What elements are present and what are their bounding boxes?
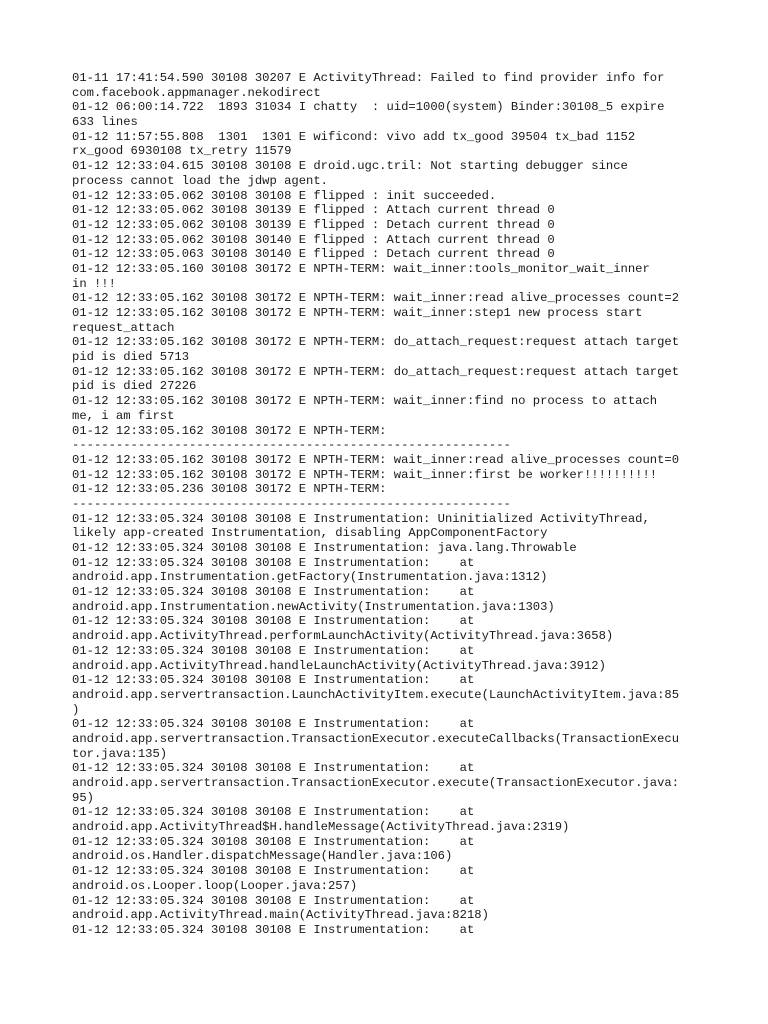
log-line: 633 lines (72, 115, 138, 130)
log-line: 95) (72, 790, 94, 805)
log-line: android.app.Instrumentation.getFactory(Instrumentation.java:1312) (72, 570, 548, 585)
log-line: 01-12 12:33:05.162 30108 30172 E NPTH-TERM: wait_inner:find no process to attach (72, 394, 658, 409)
log-line: 01-11 17:41:54.590 30108 30207 E ActivityThread: Failed to find provider info for (72, 71, 665, 85)
log-line: 01-12 12:33:05.324 30108 30108 E Instrumentation: at (72, 864, 475, 879)
log-line: ) (72, 702, 80, 717)
log-line: me, i am first (72, 408, 175, 423)
log-line: ------------------------------------------------------------ (72, 496, 511, 511)
log-line: android.os.Handler.dispatchMessage(Handler.java:106) (72, 849, 453, 864)
log-line: 01-12 12:33:05.062 30108 30139 E flipped : Attach current thread 0 (72, 203, 555, 218)
log-line: 01-12 06:00:14.722 1893 31034 I chatty : uid=1000(system) Binder:30108_5 expire (72, 100, 665, 115)
log-line: 01-12 12:33:05.162 30108 30172 E NPTH-TERM: do_attach_request:request attach target (72, 364, 680, 379)
log-line: android.app.servertransaction.TransactionExecutor.executeCallbacks(TransactionExecu (72, 731, 680, 746)
log-line: 01-12 12:33:05.324 30108 30108 E Instrumentation: at (72, 614, 475, 629)
log-line: android.app.servertransaction.TransactionExecutor.execute(TransactionExecutor.java: (72, 776, 680, 790)
log-line: android.app.ActivityThread.handleLaunchActivity(ActivityThread.java:3912) (72, 658, 606, 673)
log-line: 01-12 12:33:05.324 30108 30108 E Instrumentation: at (72, 761, 475, 776)
log-line: 01-12 12:33:05.162 30108 30172 E NPTH-TERM: wait_inner:read alive_processes count=2 (72, 291, 680, 306)
log-line: tor.java:135) (72, 746, 168, 761)
log-line: request_attach (72, 320, 175, 335)
log-line: 01-12 12:33:05.062 30108 30139 E flipped : Detach current thread 0 (72, 217, 555, 232)
log-line: android.app.Instrumentation.newActivity(Instrumentation.java:1303) (72, 599, 555, 614)
log-line: 01-12 12:33:05.062 30108 30108 E flipped : init succeeded. (72, 188, 497, 203)
log-line: 01-12 12:33:05.162 30108 30172 E NPTH-TERM: wait_inner:first be worker!!!!!!!!!! (72, 467, 658, 482)
log-line: android.app.ActivityThread$H.handleMessage(ActivityThread.java:2319) (72, 820, 570, 835)
log-line: 01-12 12:33:05.324 30108 30108 E Instrumentation: at (72, 673, 475, 688)
log-line: 01-12 12:33:04.615 30108 30108 E droid.ugc.tril: Not starting debugger since (72, 159, 628, 174)
log-line: pid is died 5713 (72, 350, 190, 365)
log-line: likely app-created Instrumentation, disabling AppComponentFactory (72, 526, 548, 541)
log-line: pid is died 27226 (72, 379, 197, 394)
log-line: 01-12 12:33:05.324 30108 30108 E Instrumentation: at (72, 922, 475, 937)
log-line: 01-12 12:33:05.162 30108 30172 E NPTH-TERM: wait_inner:step1 new process start (72, 306, 643, 320)
log-text-block (72, 71, 712, 938)
log-line: ------------------------------------------------------------ (72, 438, 511, 453)
log-line: 01-12 12:33:05.324 30108 30108 E Instrumentation: Uninitialized ActivityThread, (72, 511, 650, 526)
log-line: 01-12 12:33:05.236 30108 30172 E NPTH-TERM: (72, 482, 387, 497)
log-line: 01-12 12:33:05.324 30108 30108 E Instrumentation: at (72, 555, 475, 570)
log-line: 01-12 11:57:55.808 1301 1301 E wificond: vivo add tx_good 39504 tx_bad 1152 (72, 129, 636, 144)
log-line: 01-12 12:33:05.162 30108 30172 E NPTH-TERM: do_attach_request:request attach target (72, 335, 680, 350)
log-line: 01-12 12:33:05.324 30108 30108 E Instrumentation: at (72, 585, 475, 600)
log-line: android.app.servertransaction.LaunchActivityItem.execute(LaunchActivityItem.java:85 (72, 687, 680, 702)
log-line: 01-12 12:33:05.162 30108 30172 E NPTH-TERM: wait_inner:read alive_processes count=0 (72, 452, 680, 467)
log-line: 01-12 12:33:05.324 30108 30108 E Instrumentation: at (72, 834, 475, 849)
log-line: process cannot load the jdwp agent. (72, 173, 328, 188)
log-line: 01-12 12:33:05.063 30108 30140 E flipped : Detach current thread 0 (72, 247, 555, 262)
log-line: 01-12 12:33:05.162 30108 30172 E NPTH-TERM: (72, 423, 387, 438)
log-line: android.app.ActivityThread.performLaunchActivity(ActivityThread.java:3658) (72, 629, 614, 644)
log-line: 01-12 12:33:05.160 30108 30172 E NPTH-TERM: wait_inner:tools_monitor_wait_inner (72, 261, 650, 276)
log-line: 01-12 12:33:05.324 30108 30108 E Instrumentation: at (72, 643, 475, 658)
log-line: com.facebook.appmanager.nekodirect (72, 85, 321, 100)
log-line: android.os.Looper.loop(Looper.java:257) (72, 878, 358, 893)
log-line: 01-12 12:33:05.324 30108 30108 E Instrumentation: at (72, 805, 475, 820)
log-line: 01-12 12:33:05.324 30108 30108 E Instrumentation: java.lang.Throwable (72, 541, 577, 555)
log-line: rx_good 6930108 tx_retry 11579 (72, 144, 292, 159)
log-line: android.app.ActivityThread.main(ActivityThread.java:8218) (72, 908, 489, 923)
log-line: 01-12 12:33:05.062 30108 30140 E flipped : Attach current thread 0 (72, 232, 555, 247)
log-line: 01-12 12:33:05.324 30108 30108 E Instrumentation: at (72, 893, 475, 908)
log-line: 01-12 12:33:05.324 30108 30108 E Instrumentation: at (72, 717, 475, 732)
log-line: in !!! (72, 276, 116, 291)
